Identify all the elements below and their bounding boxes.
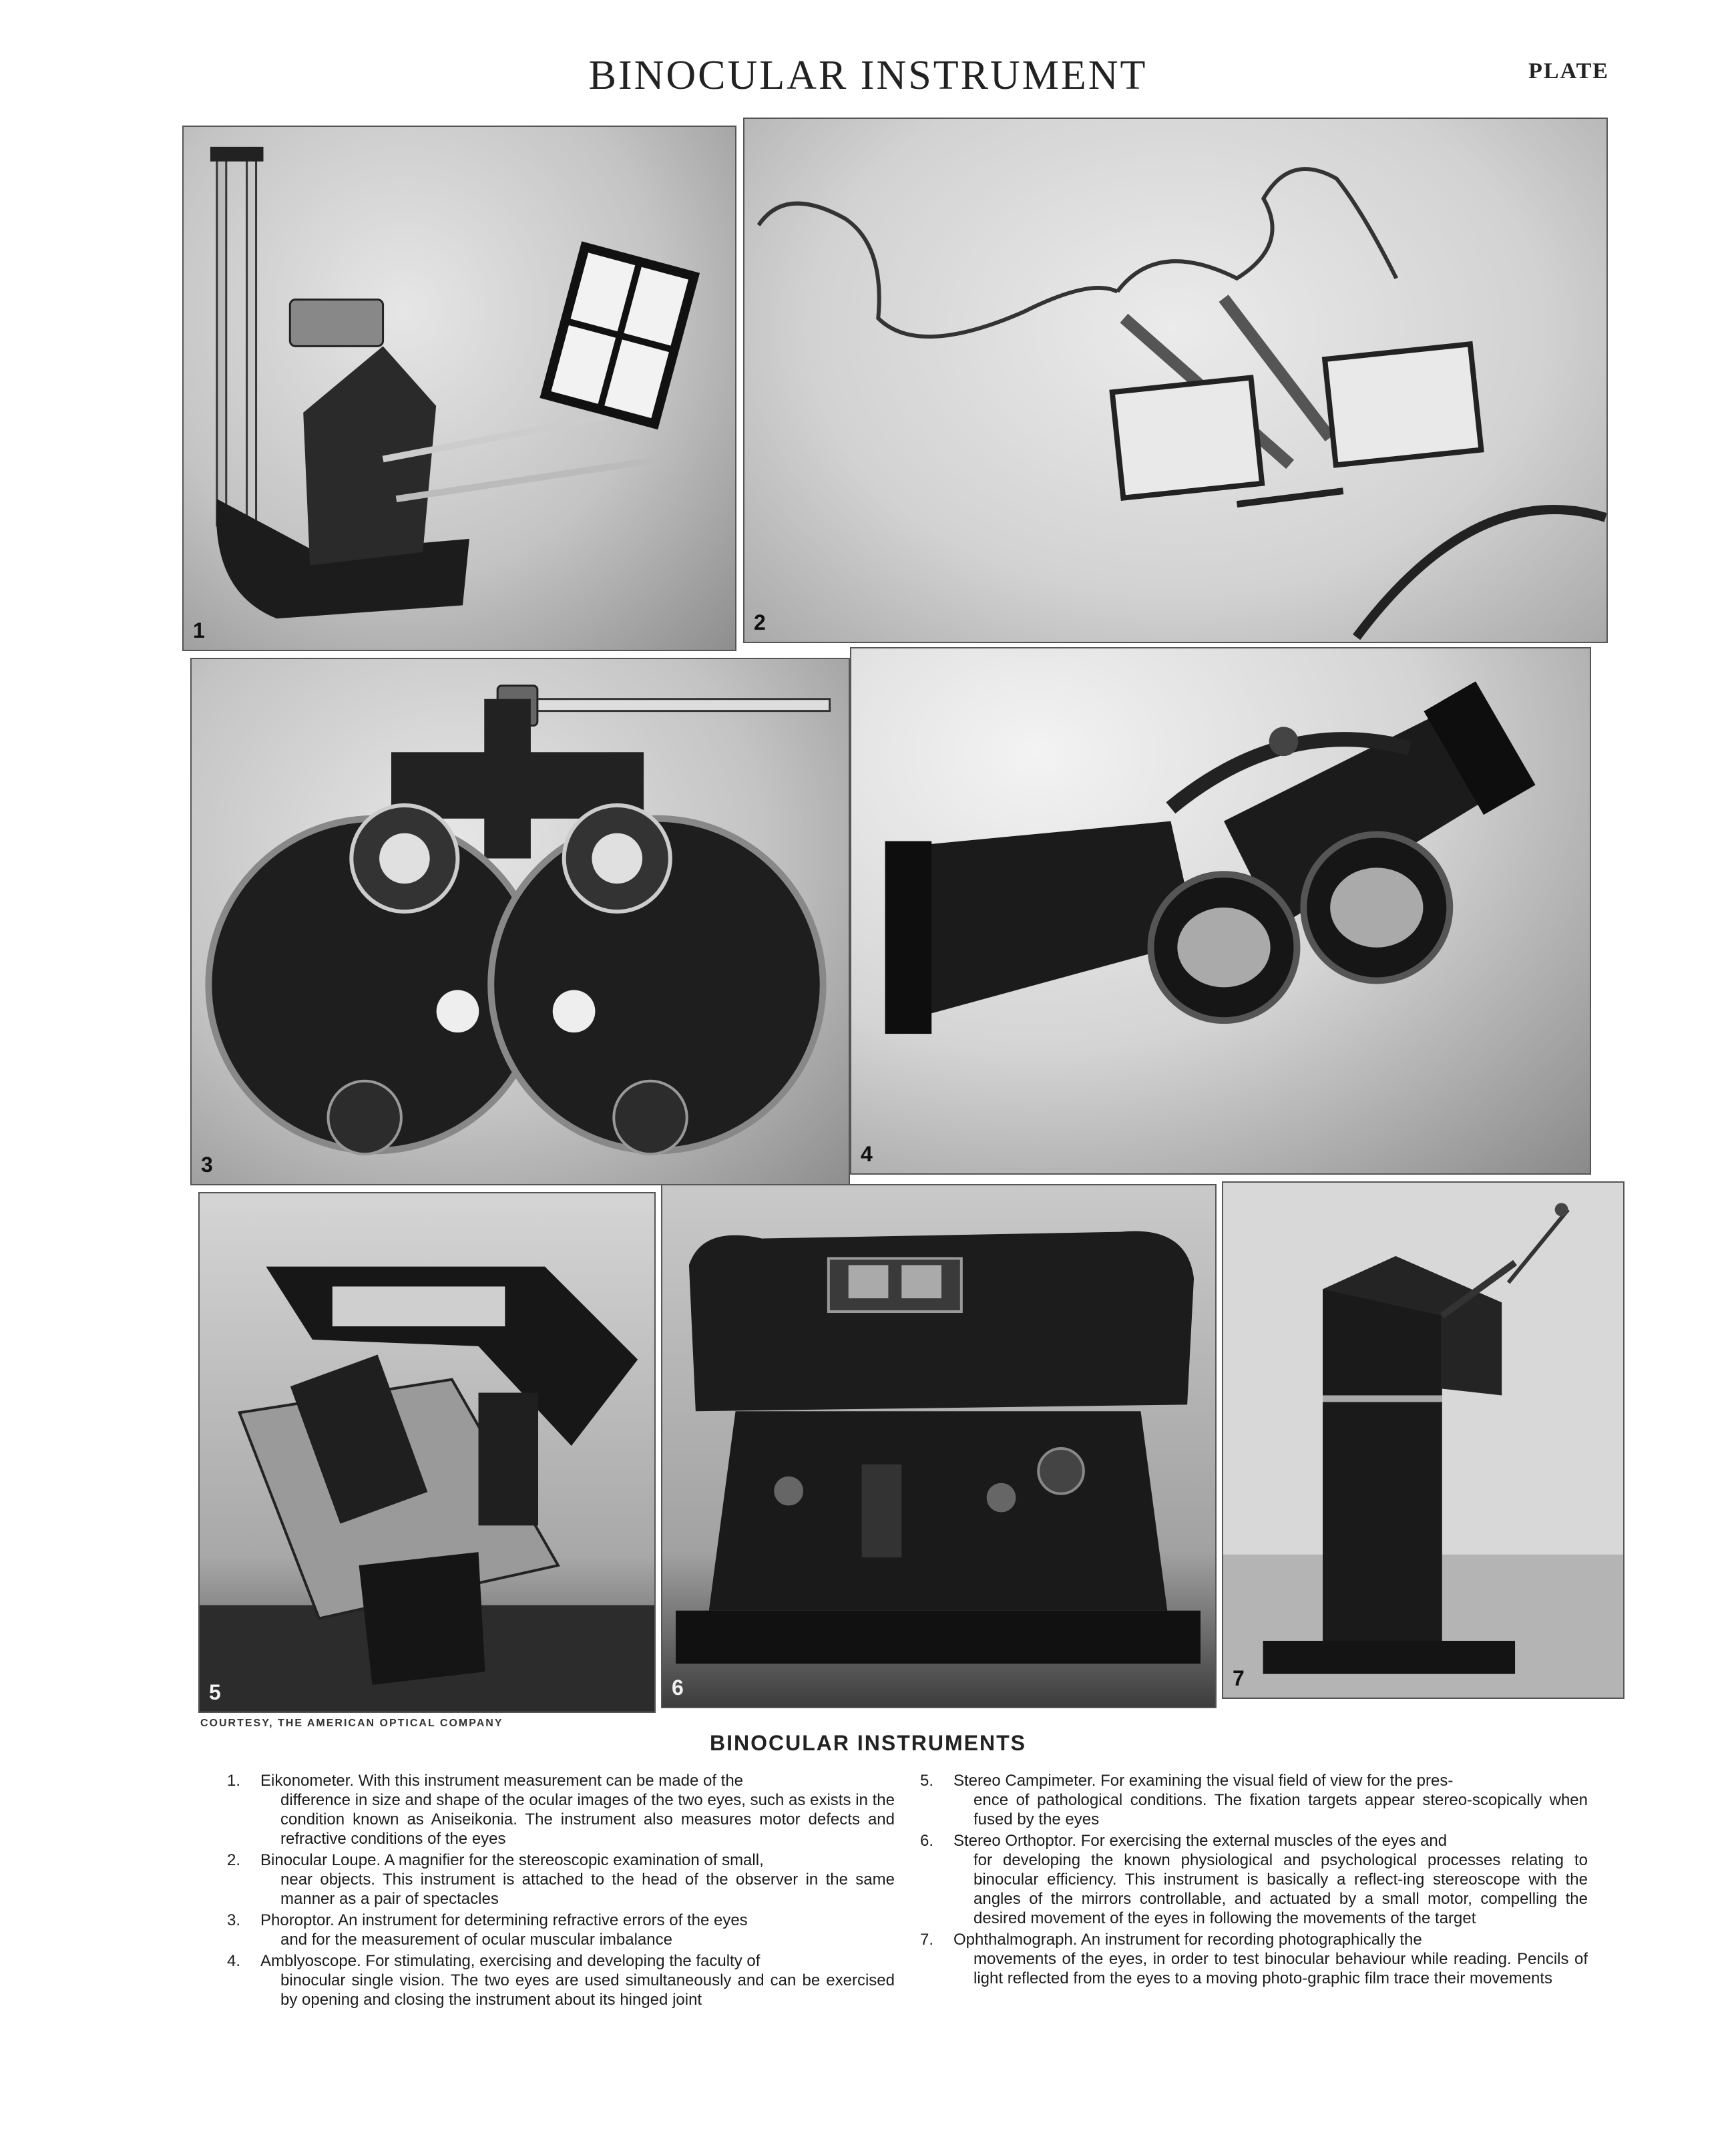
plate-label: PLATE bbox=[1528, 59, 1609, 83]
ophthalmograph-illustration bbox=[1223, 1183, 1623, 1698]
caption-number: 6. bbox=[920, 1832, 934, 1850]
caption-item bbox=[227, 1850, 895, 1909]
photo-amblyoscope bbox=[850, 647, 1591, 1175]
photo-phoroptor bbox=[190, 658, 850, 1185]
caption-number: 4. bbox=[227, 1952, 241, 1970]
binocular-loupe-illustration bbox=[744, 119, 1606, 642]
caption-first-line: Amblyoscope. For stimulating, exercising and developing the faculty of bbox=[260, 1952, 761, 1970]
phoroptor-illustration bbox=[192, 659, 849, 1184]
caption-number: 5. bbox=[920, 1772, 934, 1790]
caption-item bbox=[920, 1831, 1588, 1928]
section-heading: BINOCULAR INSTRUMENTS bbox=[710, 1731, 1026, 1755]
caption-first-line: Eikonometer. With this instrument measurement can be made of the bbox=[260, 1772, 744, 1790]
photo-number: 1 bbox=[193, 618, 205, 642]
caption-text: for developing the known physiological and psychological processes relating to binocular efficiency. This instrument is basically a reflect-ing stereoscope with the angles of the mirrors controllable, and actuated by a small motor, compelling the desired movement of the eyes in following the movements of the target bbox=[973, 1851, 1588, 1927]
photo-number: 5 bbox=[209, 1680, 221, 1704]
caption-text: movements of the eyes, in order to test binocular behaviour while reading. Pencils of light reflected from the eyes to a moving photo-graphic film trace their movements bbox=[973, 1950, 1588, 1987]
caption-first-line: Binocular Loupe. A magnifier for the stereoscopic examination of small, bbox=[260, 1851, 764, 1869]
photo-stereo-campimeter bbox=[198, 1192, 656, 1713]
caption-text: near objects. This instrument is attached to the head of the observer in the same manner as a pair of spectacles bbox=[280, 1871, 895, 1908]
caption-number: 7. bbox=[920, 1931, 934, 1949]
amblyoscope-illustration bbox=[851, 648, 1590, 1173]
page-title: BINOCULAR INSTRUMENT bbox=[588, 53, 1148, 98]
photo-binocular-loupe bbox=[743, 118, 1608, 643]
caption-first-line: Stereo Campimeter. For examining the visual field of view for the pres- bbox=[953, 1772, 1454, 1790]
photo-number: 7 bbox=[1233, 1666, 1245, 1690]
caption-text: ence of pathological conditions. The fixation targets appear stereo-scopically when fused by the eyes bbox=[973, 1791, 1588, 1828]
photo-number: 2 bbox=[754, 610, 766, 634]
stereo-orthoptor-illustration bbox=[662, 1185, 1215, 1707]
caption-item bbox=[227, 1951, 895, 2009]
photo-number: 3 bbox=[201, 1153, 213, 1177]
photo-number: 4 bbox=[861, 1142, 873, 1166]
caption-text: binocular single vision. The two eyes are used simultaneously and can be exercised by opening and closing the instrument about its hinged joint bbox=[280, 1971, 895, 2009]
photo-ophthalmograph bbox=[1222, 1181, 1624, 1699]
photo-eikonometer bbox=[182, 126, 736, 651]
caption-first-line: Ophthalmograph. An instrument for recording photographically the bbox=[953, 1931, 1422, 1949]
stereo-campimeter-illustration bbox=[200, 1193, 654, 1712]
photo-credit: COURTESY, THE AMERICAN OPTICAL COMPANY bbox=[200, 1718, 503, 1729]
caption-first-line: Stereo Orthoptor. For exercising the external muscles of the eyes and bbox=[953, 1832, 1448, 1850]
caption-number: 2. bbox=[227, 1851, 241, 1869]
caption-first-line: Phoroptor. An instrument for determining refractive errors of the eyes bbox=[260, 1911, 748, 1929]
caption-list-left bbox=[227, 1771, 895, 2011]
photo-stereo-orthoptor bbox=[661, 1184, 1217, 1708]
caption-item bbox=[920, 1930, 1588, 1988]
caption-text: and for the measurement of ocular muscular imbalance bbox=[280, 1931, 672, 1949]
eikonometer-illustration bbox=[184, 127, 735, 650]
caption-text: difference in size and shape of the ocular images of the two eyes, such as exists in the condition known as Aniseikonia. The instrument also measures motor defects and refractive conditions of the eyes bbox=[280, 1791, 895, 1848]
caption-item bbox=[227, 1771, 895, 1848]
photo-number: 6 bbox=[672, 1676, 684, 1700]
caption-item bbox=[920, 1771, 1588, 1829]
caption-list-right bbox=[920, 1771, 1588, 1990]
caption-item bbox=[227, 1911, 895, 1949]
caption-number: 3. bbox=[227, 1911, 241, 1929]
caption-number: 1. bbox=[227, 1772, 241, 1790]
